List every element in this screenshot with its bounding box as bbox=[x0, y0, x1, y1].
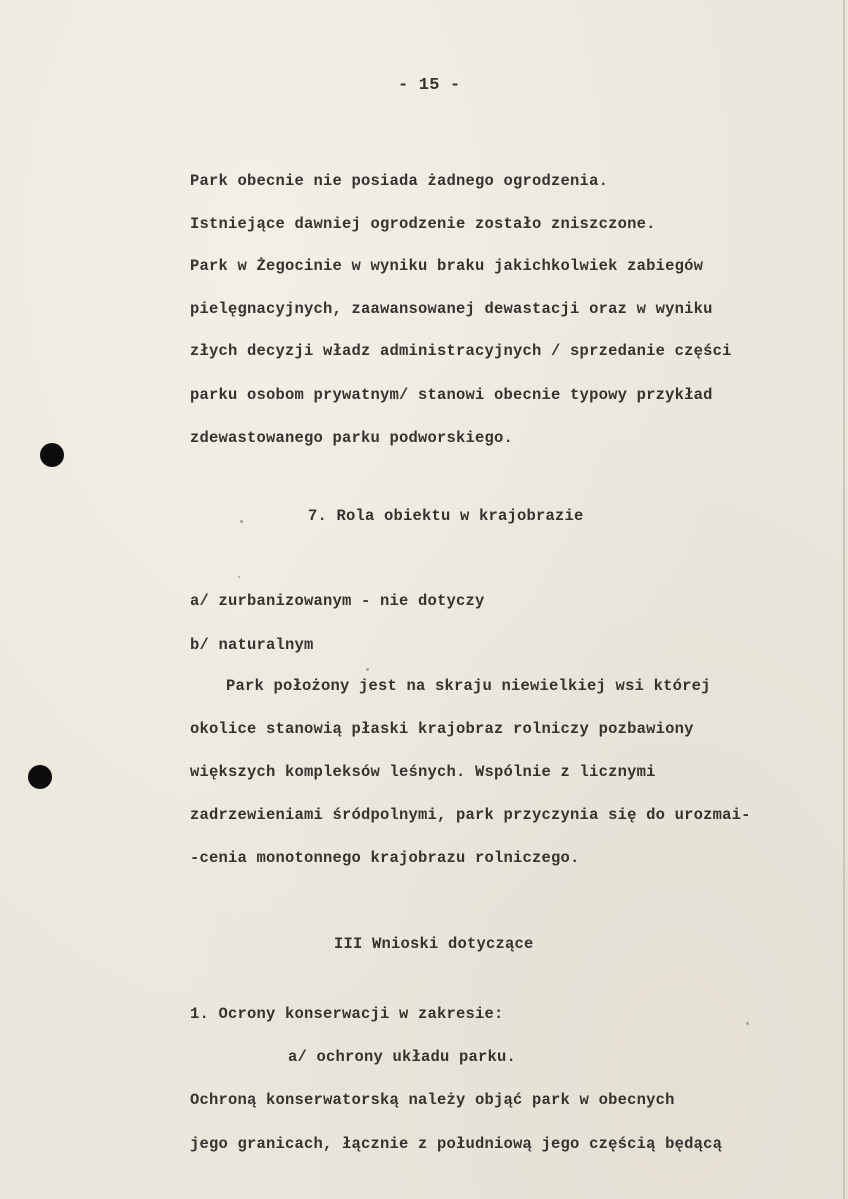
paragraph-2-line-3: większych kompleksów leśnych. Wspólnie z licznymi bbox=[190, 763, 656, 781]
chapter-heading: III Wnioski dotyczące bbox=[334, 935, 534, 953]
paragraph-1-line-6: parku osobom prywatnym/ stanowi obecnie typowy przykład bbox=[190, 386, 713, 404]
punch-hole-top bbox=[40, 443, 64, 467]
page-number: - 15 - bbox=[398, 76, 461, 95]
paragraph-2-line-4: zadrzewieniami śródpolnymi, park przyczynia się do urozmai- bbox=[190, 806, 751, 824]
paragraph-1-line-4: pielęgnacyjnych, zaawansowanej dewastacji oraz w wyniku bbox=[190, 300, 713, 318]
punch-hole-bottom bbox=[28, 765, 52, 789]
paragraph-1-line-5: złych decyzji władz administracyjnych / sprzedanie części bbox=[190, 342, 732, 360]
paragraph-1-line-3: Park w Żegocinie w wyniku braku jakichkolwiek zabiegów bbox=[190, 257, 704, 275]
paragraph-1-line-7: zdewastowanego parku podworskiego. bbox=[190, 429, 514, 447]
paragraph-1-line-1: Park obecnie nie posiada żadnego ogrodzenia. bbox=[190, 172, 609, 190]
paragraph-3-line-1: Ochroną konserwatorską należy objąć park w obecnych bbox=[190, 1091, 675, 1109]
paragraph-2-line-1: Park położony jest na skraju niewielkiej wsi której bbox=[226, 677, 711, 695]
list-item-b: b/ naturalnym bbox=[190, 636, 314, 654]
sub-point-a: a/ ochrony układu parku. bbox=[288, 1048, 517, 1066]
paragraph-3-line-2: jego granicach, łącznie z południową jego częścią będącą bbox=[190, 1135, 723, 1153]
paper-speck bbox=[746, 1022, 749, 1025]
paper-speck bbox=[238, 576, 240, 578]
paper-speck bbox=[366, 668, 369, 671]
paper-speck bbox=[240, 520, 243, 523]
point-1: 1. Ocrony konserwacji w zakresie: bbox=[190, 1005, 504, 1023]
page-edge-shadow bbox=[843, 0, 845, 1199]
paragraph-1-line-2: Istniejące dawniej ogrodzenie zostało zniszczone. bbox=[190, 215, 656, 233]
paragraph-2-line-2: okolice stanowią płaski krajobraz rolniczy pozbawiony bbox=[190, 720, 694, 738]
paragraph-2-line-5: -cenia monotonnego krajobrazu rolniczego. bbox=[190, 849, 580, 867]
list-item-a: a/ zurbanizowanym - nie dotyczy bbox=[190, 592, 485, 610]
section-heading: 7. Rola obiektu w krajobrazie bbox=[308, 507, 584, 525]
